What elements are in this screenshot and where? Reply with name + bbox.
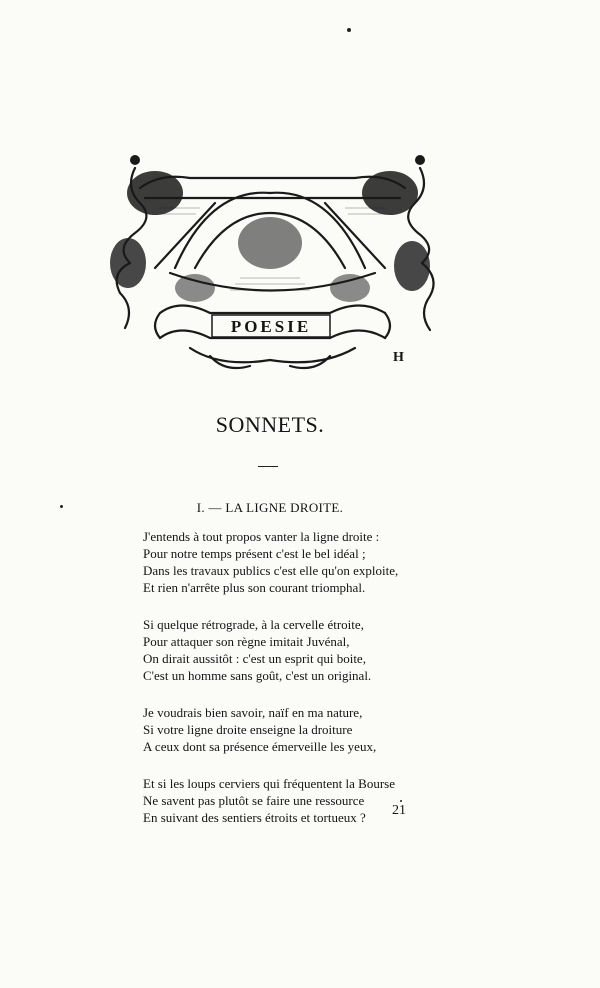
verse-line: Si quelque rétrograde, à la cervelle étroite, <box>143 617 364 632</box>
verse-line: Et si les loups cerviers qui fréquentent la Bourse <box>143 776 395 791</box>
verse-line: Si votre ligne droite enseigne la droiture <box>143 722 353 737</box>
banner-text: POESIE <box>230 317 312 336</box>
verse-line: A ceux dont sa présence émerveille les yeux, <box>143 739 377 754</box>
verse-line: Ne savent pas plutôt se faire une ressource <box>143 793 365 808</box>
verse-line: J'entends à tout propos vanter la ligne droite : <box>143 529 380 544</box>
stanza <box>143 528 443 596</box>
engraver-signature: H <box>393 350 404 365</box>
poesie-vignette-illustration <box>100 148 445 378</box>
sonnet-body <box>143 528 443 846</box>
title-rule-divider <box>258 466 278 467</box>
ink-speck <box>347 28 351 32</box>
verse-line: Je voudrais bien savoir, naïf en ma nature, <box>143 705 363 720</box>
verse-line: Pour attaquer son règne imitait Juvénal, <box>143 634 350 649</box>
verse-line: C'est un homme sans goût, c'est un original. <box>143 668 372 683</box>
verse-line: Pour notre temps présent c'est le bel idéal ; <box>143 546 366 561</box>
stanza <box>143 704 443 755</box>
section-title: SONNETS. <box>215 412 325 437</box>
page-number: 21 <box>392 803 406 818</box>
poem-title: I. — LA LIGNE DROITE. <box>196 500 344 515</box>
verse-line: Dans les travaux publics c'est elle qu'on exploite, <box>143 563 399 578</box>
stanza <box>143 616 443 684</box>
verse-line: On dirait aussitôt : c'est un esprit qui boite, <box>143 651 366 666</box>
verse-line: En suivant des sentiers étroits et tortueux ? <box>143 810 366 825</box>
verse-line: Et rien n'arrête plus son courant triomphal. <box>143 580 366 595</box>
